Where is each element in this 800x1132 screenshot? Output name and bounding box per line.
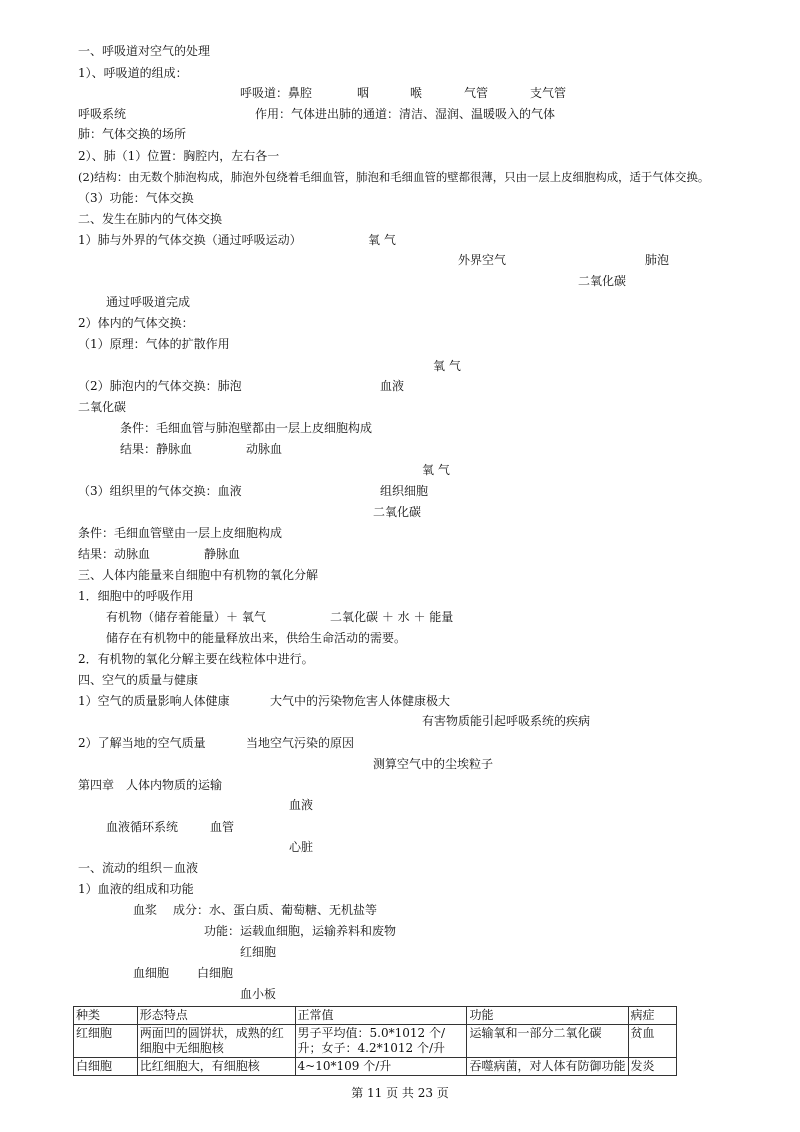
text-line: 血液循环系统 — [106, 820, 179, 834]
text-line: 结果：动脉血 — [78, 547, 151, 561]
text-line: 肺泡 — [645, 253, 670, 267]
table-header-row — [74, 1007, 677, 1025]
text-line: 二氧化碳 — [78, 400, 127, 414]
table-cell: 4~10*109 个/升 — [295, 1058, 467, 1076]
table-cell: 白细胞 — [74, 1058, 138, 1076]
blood-cells-table — [73, 1006, 677, 1076]
text-line: （3）功能：气体交换 — [78, 191, 194, 205]
table-row — [74, 1025, 677, 1058]
text-line: 支气管 — [530, 86, 567, 100]
table-cell: 比红细胞大，有细胞核 — [137, 1058, 295, 1076]
heading-energy: 三、人体内能量来自细胞中有机物的氧化分解 — [78, 568, 319, 582]
table-header-cell: 种类 — [74, 1007, 138, 1025]
text-line: 当地空气污染的原因 — [246, 736, 355, 750]
text-line: 1．细胞中的呼吸作用 — [78, 589, 194, 603]
text-line: 氧 气 — [433, 359, 461, 373]
table-header-cell: 正常值 — [295, 1007, 467, 1025]
table-cell: 贫血 — [628, 1025, 677, 1058]
text-line: 血液 — [289, 798, 314, 812]
table-header-cell: 形态特点 — [137, 1007, 295, 1025]
text-line: 功能：运载血细胞，运输养料和废物 — [204, 924, 397, 938]
text-line: 条件：毛细血管壁由一层上皮细胞构成 — [78, 526, 283, 540]
text-line: 呼吸系统 — [78, 107, 127, 121]
text-line: (2)结构：由无数个肺泡构成，肺泡外包绕着毛细血管，肺泡和毛细血管的壁都很薄，只由一层上皮细胞构成，适于气体交换。 — [78, 170, 710, 184]
text-line: 红细胞 — [240, 945, 277, 959]
table-header-cell: 病症 — [628, 1007, 677, 1025]
text-line: 2）体内的气体交换： — [78, 316, 194, 330]
text-line: 外界空气 — [458, 253, 507, 267]
chapter-title: 第四章 人体内物质的运输 — [78, 778, 223, 792]
heading-respiratory-tract: 一、呼吸道对空气的处理 — [78, 44, 211, 58]
text-line: 白细胞 — [197, 966, 234, 980]
text-line: 血细胞 — [133, 966, 170, 980]
text-line: 2．有机物的氧化分解主要在线粒体中进行。 — [78, 652, 314, 666]
text-line: 血浆 — [133, 903, 158, 917]
text-line: 储存在有机物中的能量释放出来，供给生命活动的需要。 — [106, 631, 407, 645]
text-line: 动脉血 — [246, 442, 283, 456]
heading-air-quality: 四、空气的质量与健康 — [78, 673, 199, 687]
text-line: 呼吸道：鼻腔 — [240, 86, 313, 100]
table-header-cell: 功能 — [467, 1007, 628, 1025]
table-cell: 两面凹的圆饼状，成熟的红细胞中无细胞核 — [137, 1025, 295, 1058]
text-line: 2）、肺（1）位置：胸腔内，左右各一 — [78, 149, 280, 163]
text-line: 二氧化碳 — [578, 274, 627, 288]
text-line: 有害物质能引起呼吸系统的疾病 — [422, 714, 591, 728]
text-line: 血小板 — [240, 987, 277, 1001]
text-line: 条件：毛细血管与肺泡壁都由一层上皮细胞构成 — [120, 421, 373, 435]
text-line: 二氧化碳 — [373, 505, 422, 519]
table-cell: 运输氧和一部分二氧化碳 — [467, 1025, 628, 1058]
heading-lung-gas-exchange: 二、发生在肺内的气体交换 — [78, 212, 223, 226]
text-line: 作用：气体进出肺的通道：清洁、湿润、温暖吸入的气体 — [255, 107, 556, 121]
text-line: 成分：水、蛋白质、葡萄糖、无机盐等 — [173, 903, 378, 917]
text-line: 气管 — [464, 86, 489, 100]
text-line: 组织细胞 — [380, 484, 429, 498]
text-line: 二氧化碳 ＋ 水 ＋ 能量 — [330, 610, 454, 624]
text-line: 咽 — [357, 86, 370, 100]
table-row — [74, 1058, 677, 1076]
table-cell: 男子平均值：5.0*1012 个/升；女子：4.2*1012 个/升 — [295, 1025, 467, 1058]
text-line: 1）肺与外界的气体交换（通过呼吸运动） — [78, 233, 302, 247]
text-line: 有机物（储存着能量）＋ 氧气 — [106, 610, 266, 624]
text-line: （3）组织里的气体交换：血液 — [78, 484, 242, 498]
text-line: 大气中的污染物危害人体健康极大 — [270, 694, 451, 708]
text-line: 心脏 — [289, 840, 314, 854]
text-line: 喉 — [410, 86, 423, 100]
text-line: 测算空气中的尘埃粒子 — [373, 757, 494, 771]
table-cell: 发炎 — [628, 1058, 677, 1076]
text-line: （2）肺泡内的气体交换：肺泡 — [78, 379, 242, 393]
text-line: 通过呼吸道完成 — [106, 295, 191, 309]
table-cell: 吞噬病菌，对人体有防御功能 — [467, 1058, 628, 1076]
text-line: 1）空气的质量影响人体健康 — [78, 694, 230, 708]
text-line: 静脉血 — [204, 547, 241, 561]
text-line: 血管 — [210, 820, 235, 834]
text-line: 氧 气 — [422, 463, 450, 477]
table-cell: 红细胞 — [74, 1025, 138, 1058]
text-line: 1）、呼吸道的组成： — [78, 66, 188, 80]
text-line: 1）血液的组成和功能 — [78, 882, 194, 896]
heading-blood: 一、流动的组织－血液 — [78, 861, 199, 875]
text-line: 肺：气体交换的场所 — [78, 127, 187, 141]
page-footer: 第 11 页 共 23 页 — [351, 1086, 449, 1100]
text-line: （1）原理：气体的扩散作用 — [78, 337, 230, 351]
text-line: 结果：静脉血 — [120, 442, 193, 456]
text-line: 血液 — [380, 379, 405, 393]
text-line: 2）了解当地的空气质量 — [78, 736, 206, 750]
text-line: 氧 气 — [368, 233, 396, 247]
